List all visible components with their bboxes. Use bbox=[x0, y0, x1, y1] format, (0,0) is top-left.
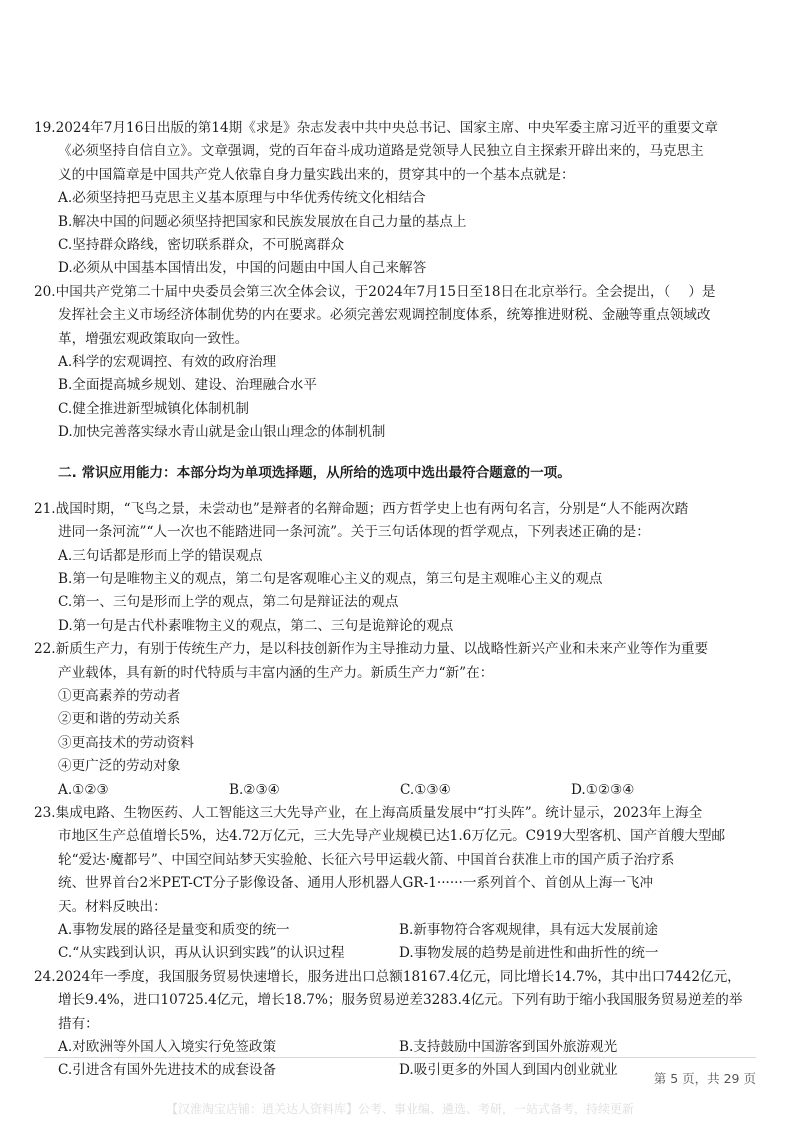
question-stem: 措有： bbox=[58, 1015, 99, 1032]
question-stem: 产业载体，具有新的时代特质与丰富内涵的生产力。新质生产力“新”在： bbox=[58, 664, 494, 681]
question-stem: 21.战国时期，“飞鸟之景，未尝动也”是辩者的名辩命题；西方哲学史上也有两句名言，分别是“人不能两次踏 bbox=[34, 500, 689, 517]
footer-divider bbox=[44, 1057, 756, 1058]
option-c: C.健全推进新型城镇化体制机制 bbox=[58, 400, 249, 417]
option-d: D.①②③④ bbox=[571, 781, 635, 798]
option-a: A.必须坚持把马克思主义基本原理与中华优秀传统文化相结合 bbox=[58, 190, 426, 207]
page-number: 第 5 页，共 29 页 bbox=[653, 1071, 756, 1086]
option-a: A.科学的宏观调控、有效的政府治理 bbox=[58, 354, 277, 371]
list-item: ④更广泛的劳动对象 bbox=[58, 758, 181, 775]
question-stem: 轮“爱达·魔都号”、中国空间站梦天实验舱、长征六号甲运载火箭、中国首台获准上市的国产质子治疗系 bbox=[58, 851, 675, 868]
question-stem: 义的中国篇章是中国共产党人依靠自身力量实践出来的，贯穿其中的一个基本点就是： bbox=[58, 166, 575, 183]
option-a: A.事物发展的路径是量变和质变的统一 bbox=[58, 922, 290, 938]
option-c: C.引进含有国外先进技术的成套设备 bbox=[58, 1062, 277, 1079]
option-row bbox=[34, 779, 770, 802]
question-20 bbox=[34, 281, 770, 445]
option-b: B.新事物符合客观规律，具有远大发展前途 bbox=[399, 922, 658, 938]
question-stem: 进同一条河流”“人一次也不能踏进同一条河流”。关于三句话体现的哲学观点，下列表述正确的是： bbox=[58, 524, 650, 541]
section-heading: 二. 常识应用能力：本部分均为单项选择题，从所给的选项中选出最符合题意的一项。 bbox=[58, 464, 571, 481]
question-stem: 24.2024年一季度，我国服务贸易快速增长，服务进出口总额18167.4亿元，同比增长14.7%，其中出口7442亿元， bbox=[34, 968, 741, 985]
option-a: A.①②③ bbox=[58, 781, 109, 798]
option-a: A.对欧洲等外国人入境实行免签政策 bbox=[58, 1039, 277, 1056]
option-c: C.“从实践到认识，再从认识到实践”的认识过程 bbox=[58, 945, 345, 962]
option-row bbox=[34, 942, 770, 965]
option-d: D.加快完善落实绿水青山就是金山银山理念的体制机制 bbox=[58, 424, 386, 441]
option-a: A.三句话都是形而上学的错误观点 bbox=[58, 547, 263, 564]
question-stem: 23.集成电路、生物医药、人工智能这三大先导产业，在上海高质量发展中“打头阵”。统计显示，2023年上海全 bbox=[34, 804, 703, 821]
option-b: B.支持鼓励中国游客到国外旅游观光 bbox=[399, 1039, 618, 1056]
page-content bbox=[34, 117, 770, 1083]
option-d: D.第一句是古代朴素唯物主义的观点，第二、三句是诡辩论的观点 bbox=[58, 617, 454, 634]
question-stem: 19.2024年7月16日出版的第14期《求是》杂志发表中共中央总书记、国家主席、中央军委主席习近平的重要文章 bbox=[34, 120, 718, 136]
option-c: C.坚持群众路线，密切联系群众，不可脱离群众 bbox=[58, 237, 345, 254]
option-d: D.必须从中国基本国情出发，中国的问题由中国人自己来解答 bbox=[58, 260, 427, 277]
question-23 bbox=[34, 802, 770, 966]
question-19 bbox=[34, 117, 770, 281]
question-stem: 发挥社会主义市场经济体制优势的内在要求。必须完善宏观调控制度体系，统筹推进财税、金融等重点领域改 bbox=[58, 307, 711, 324]
question-stem: 天。材料反映出： bbox=[58, 898, 167, 915]
option-b: B.第一句是唯物主义的观点，第二句是客观唯心主义的观点，第三句是主观唯心主义的观点 bbox=[58, 570, 603, 587]
watermark-text: 【汉淮淘宝店铺：逍关达人资料库】公考、事业编、遴选、考研，一站式备考，持续更新 bbox=[165, 1102, 634, 1116]
option-c: C.第一、三句是形而上学的观点，第二句是辩证法的观点 bbox=[58, 594, 399, 611]
question-stem: 《必须坚持自信自立》。文章强调，党的百年奋斗成功道路是党领导人民独立自主探索开辟出来的，马克思主 bbox=[58, 143, 704, 160]
question-stem: 统、世界首台2米PET-CT分子影像设备、通用人形机器人GR-1······一系列首个、首创从上海一飞冲 bbox=[58, 875, 654, 892]
option-d: D.吸引更多的外国人到国内创业就业 bbox=[399, 1062, 618, 1079]
question-21 bbox=[34, 498, 770, 638]
question-stem: 增长9.4%，进口10725.4亿元，增长18.7%；服务贸易逆差3283.4亿元。下列有助于缩小我国服务贸易逆差的举 bbox=[58, 992, 743, 1009]
option-b: B.②③④ bbox=[229, 781, 280, 798]
list-item: ②更和谐的劳动关系 bbox=[58, 711, 181, 728]
option-row bbox=[34, 1036, 770, 1059]
option-b: B.解决中国的问题必须坚持把国家和民族发展放在自己力量的基点上 bbox=[58, 213, 467, 230]
question-24 bbox=[34, 966, 770, 1083]
list-item: ③更高技术的劳动资料 bbox=[58, 734, 194, 751]
option-row bbox=[34, 919, 770, 942]
question-22 bbox=[34, 638, 770, 802]
question-stem: 市地区生产总值增长5%，达4.72万亿元，三大先导产业规模已达1.6万亿元。C919大型客机、国产首艘大型邮 bbox=[58, 828, 726, 845]
option-c: C.①③④ bbox=[400, 781, 451, 798]
list-item: ①更高素养的劳动者 bbox=[58, 687, 181, 704]
question-stem: 革，增强宏观政策取向一致性。 bbox=[58, 330, 249, 347]
question-stem: 20.中国共产党第二十届中央委员会第三次全体会议，于2024年7月15日至18日在北京举行。全会提出，（ ）是 bbox=[34, 283, 716, 300]
question-stem: 22.新质生产力，有别于传统生产力，是以科技创新作为主导推动力量、以战略性新兴产业和未来产业等作为重要 bbox=[34, 641, 709, 658]
option-d: D.事物发展的趋势是前进性和曲折性的统一 bbox=[399, 945, 659, 962]
option-b: B.全面提高城乡规划、建设、治理融合水平 bbox=[58, 377, 317, 394]
